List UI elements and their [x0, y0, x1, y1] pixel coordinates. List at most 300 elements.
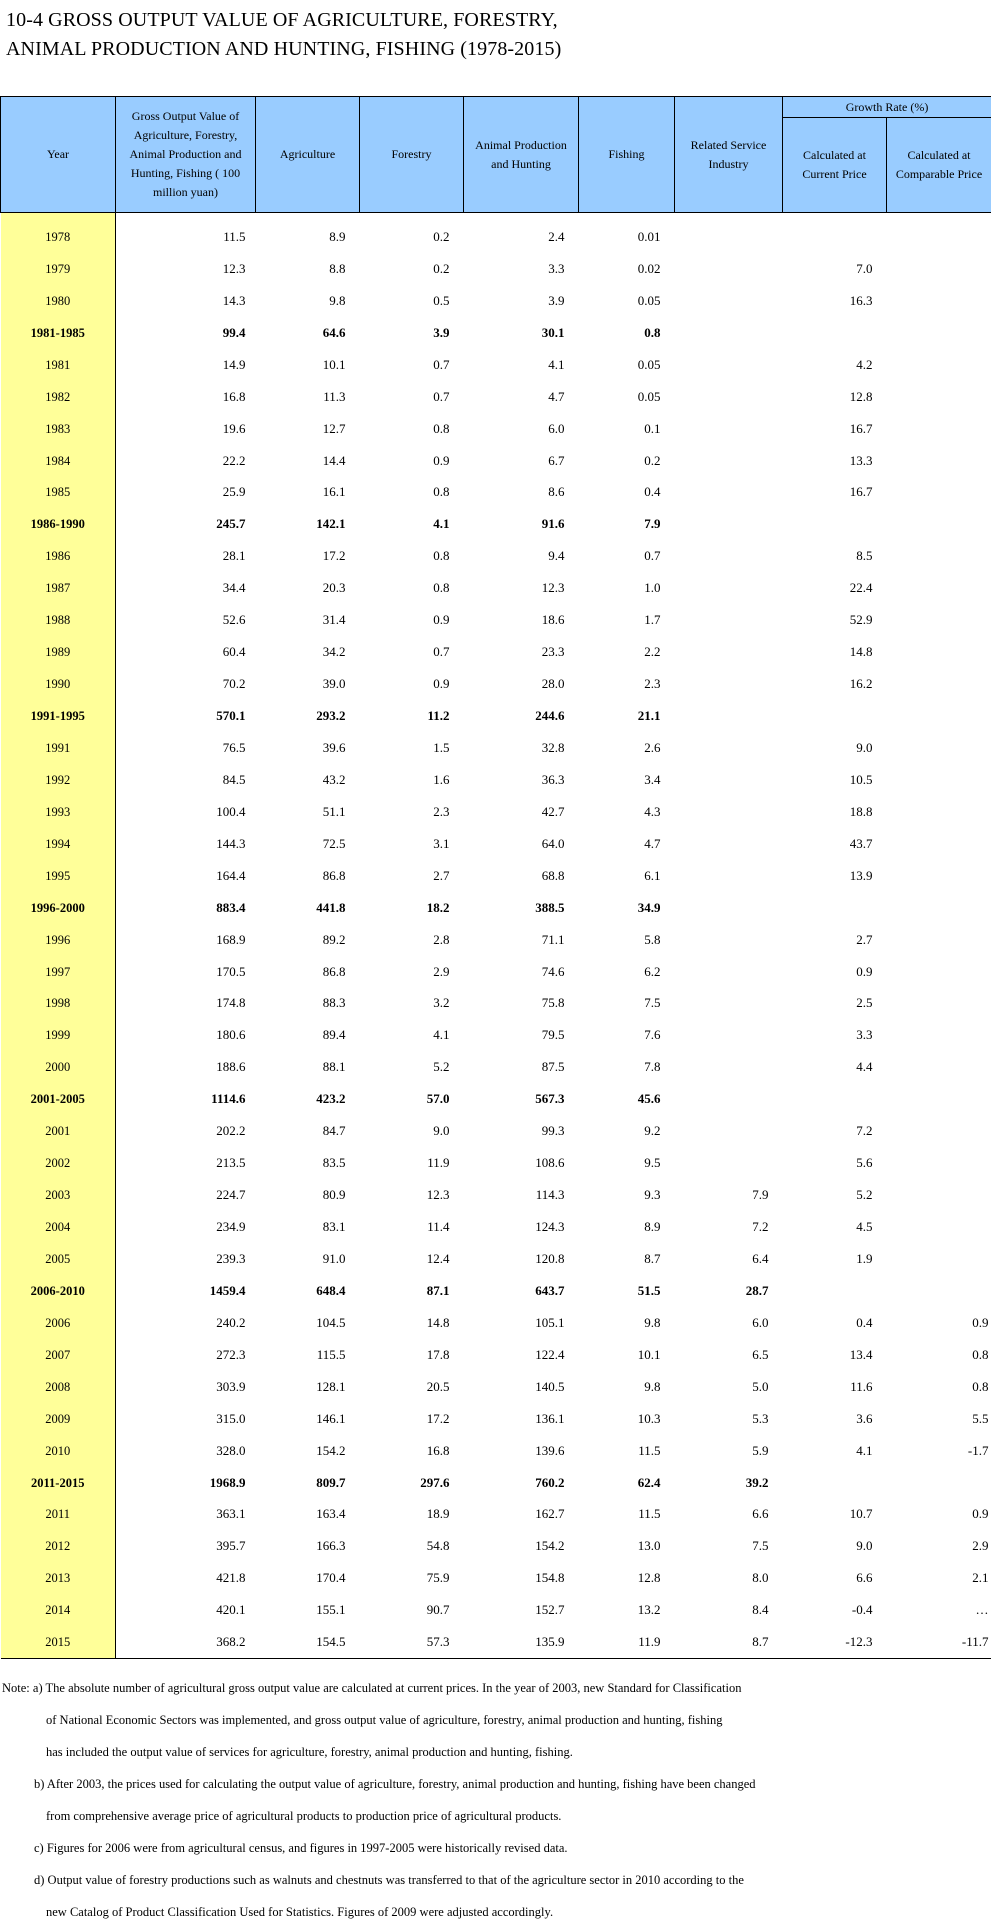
cell-growth-current: 13.3 [783, 445, 887, 477]
cell-gross-output: 34.4 [116, 572, 256, 604]
cell-gross-output: 224.7 [116, 1179, 256, 1211]
cell-agriculture: 84.7 [256, 1115, 360, 1147]
cell-agriculture: 10.1 [256, 349, 360, 381]
cell-agriculture: 39.6 [256, 732, 360, 764]
cell-related-service: 6.5 [675, 1339, 783, 1371]
cell-gross-output: 202.2 [116, 1115, 256, 1147]
cell-agriculture: 154.2 [256, 1435, 360, 1467]
cell-fishing: 9.2 [579, 1115, 675, 1147]
cell-animal-production: 36.3 [464, 764, 579, 796]
cell-agriculture: 163.4 [256, 1499, 360, 1531]
cell-fishing: 0.1 [579, 413, 675, 445]
cell-growth-comparable [887, 924, 991, 956]
cell-agriculture: 16.1 [256, 477, 360, 509]
note-a-line-1: Note: a) The absolute number of agricultural gross output value are calculated at current prices. In the year of 2003, new Standard for Classification [2, 1672, 987, 1704]
cell-growth-comparable: 0.9 [887, 1307, 991, 1339]
cell-year: 1991-1995 [1, 700, 116, 732]
cell-fishing: 0.05 [579, 285, 675, 317]
cell-year: 1999 [1, 1019, 116, 1051]
cell-agriculture: 441.8 [256, 892, 360, 924]
cell-animal-production: 3.3 [464, 253, 579, 285]
cell-year: 2007 [1, 1339, 116, 1371]
cell-animal-production: 152.7 [464, 1594, 579, 1626]
cell-related-service: 5.9 [675, 1435, 783, 1467]
cell-year: 2011-2015 [1, 1467, 116, 1499]
cell-animal-production: 162.7 [464, 1499, 579, 1531]
cell-agriculture: 11.3 [256, 381, 360, 413]
cell-year: 2012 [1, 1530, 116, 1562]
cell-year: 1993 [1, 796, 116, 828]
table-row [1, 381, 991, 413]
header-related-service: Related Service Industry [675, 97, 783, 213]
cell-gross-output: 60.4 [116, 636, 256, 668]
table-subtotal-row [1, 700, 991, 732]
table-row [1, 1371, 991, 1403]
table-row [1, 349, 991, 381]
cell-gross-output: 164.4 [116, 860, 256, 892]
table-subtotal-row [1, 892, 991, 924]
cell-gross-output: 272.3 [116, 1339, 256, 1371]
cell-forestry: 18.9 [360, 1499, 464, 1531]
cell-animal-production: 388.5 [464, 892, 579, 924]
cell-forestry: 0.9 [360, 445, 464, 477]
table-row [1, 732, 991, 764]
cell-growth-current: 7.2 [783, 1115, 887, 1147]
table-row [1, 636, 991, 668]
cell-growth-current: 18.8 [783, 796, 887, 828]
table-row [1, 1051, 991, 1083]
cell-agriculture: 154.5 [256, 1626, 360, 1658]
cell-growth-comparable: 0.9 [887, 1499, 991, 1531]
cell-agriculture: 146.1 [256, 1403, 360, 1435]
cell-animal-production: 154.8 [464, 1562, 579, 1594]
cell-related-service: 5.0 [675, 1371, 783, 1403]
cell-forestry: 12.4 [360, 1243, 464, 1275]
cell-growth-comparable [887, 828, 991, 860]
note-b-line-1: b) After 2003, the prices used for calculating the output value of agriculture, forestry, animal production and hunting, fishing have been changed [2, 1768, 987, 1800]
table-row [1, 860, 991, 892]
cell-forestry: 57.0 [360, 1083, 464, 1115]
table-row [1, 1626, 991, 1658]
cell-growth-comparable [887, 349, 991, 381]
cell-gross-output: 328.0 [116, 1435, 256, 1467]
cell-year: 2014 [1, 1594, 116, 1626]
cell-agriculture: 104.5 [256, 1307, 360, 1339]
cell-growth-comparable [887, 892, 991, 924]
note-b-line-2: from comprehensive average price of agricultural products to production price of agricultural products. [2, 1800, 987, 1832]
cell-forestry: 18.2 [360, 892, 464, 924]
page-title [6, 6, 561, 64]
cell-growth-current: 7.0 [783, 253, 887, 285]
cell-fishing: 1.0 [579, 572, 675, 604]
cell-forestry: 75.9 [360, 1562, 464, 1594]
cell-related-service: 7.9 [675, 1179, 783, 1211]
cell-fishing: 8.7 [579, 1243, 675, 1275]
cell-fishing: 6.2 [579, 956, 675, 988]
cell-gross-output: 14.9 [116, 349, 256, 381]
cell-related-service [675, 924, 783, 956]
cell-gross-output: 52.6 [116, 604, 256, 636]
cell-related-service [675, 668, 783, 700]
cell-animal-production: 108.6 [464, 1147, 579, 1179]
header-growth-rate: Growth Rate (%) [783, 97, 991, 118]
cell-agriculture: 166.3 [256, 1530, 360, 1562]
table-row [1, 1530, 991, 1562]
cell-gross-output: 1114.6 [116, 1083, 256, 1115]
cell-year: 1994 [1, 828, 116, 860]
cell-related-service [675, 508, 783, 540]
cell-animal-production: 42.7 [464, 796, 579, 828]
cell-animal-production: 4.1 [464, 349, 579, 381]
table-row [1, 253, 991, 285]
cell-growth-comparable [887, 1115, 991, 1147]
cell-year: 1981-1985 [1, 317, 116, 349]
cell-growth-current: 52.9 [783, 604, 887, 636]
cell-gross-output: 174.8 [116, 988, 256, 1020]
cell-growth-comparable [887, 700, 991, 732]
cell-fishing: 13.0 [579, 1530, 675, 1562]
cell-related-service [675, 636, 783, 668]
cell-year: 1987 [1, 572, 116, 604]
table-row [1, 540, 991, 572]
cell-growth-current: -0.4 [783, 1594, 887, 1626]
cell-related-service [675, 732, 783, 764]
cell-agriculture: 83.1 [256, 1211, 360, 1243]
cell-animal-production: 4.7 [464, 381, 579, 413]
cell-agriculture: 155.1 [256, 1594, 360, 1626]
cell-growth-current: 0.9 [783, 956, 887, 988]
cell-fishing: 6.1 [579, 860, 675, 892]
cell-growth-current [783, 1467, 887, 1499]
table-row [1, 1594, 991, 1626]
table-row [1, 1435, 991, 1467]
cell-growth-current: 13.9 [783, 860, 887, 892]
cell-forestry: 54.8 [360, 1530, 464, 1562]
cell-related-service [675, 860, 783, 892]
table-row [1, 988, 991, 1020]
cell-fishing: 0.8 [579, 317, 675, 349]
cell-growth-comparable [887, 1147, 991, 1179]
cell-related-service [675, 1115, 783, 1147]
output-value-table [0, 96, 991, 1659]
cell-forestry: 5.2 [360, 1051, 464, 1083]
cell-year: 2001 [1, 1115, 116, 1147]
cell-gross-output: 234.9 [116, 1211, 256, 1243]
cell-animal-production: 75.8 [464, 988, 579, 1020]
cell-fishing: 0.01 [579, 213, 675, 253]
cell-agriculture: 12.7 [256, 413, 360, 445]
cell-animal-production: 154.2 [464, 1530, 579, 1562]
cell-agriculture: 88.1 [256, 1051, 360, 1083]
cell-gross-output: 1968.9 [116, 1467, 256, 1499]
cell-related-service [675, 445, 783, 477]
notes [2, 1672, 987, 1928]
table-row [1, 796, 991, 828]
cell-year: 1986-1990 [1, 508, 116, 540]
cell-agriculture: 20.3 [256, 572, 360, 604]
cell-growth-current [783, 213, 887, 253]
cell-gross-output: 395.7 [116, 1530, 256, 1562]
cell-growth-comparable [887, 668, 991, 700]
cell-forestry: 0.8 [360, 477, 464, 509]
cell-year: 1986 [1, 540, 116, 572]
cell-fishing: 4.7 [579, 828, 675, 860]
cell-fishing: 34.9 [579, 892, 675, 924]
note-d-line-1: d) Output value of forestry productions such as walnuts and chestnuts was transferred to that of the agriculture sector in 2010 according to the [2, 1864, 987, 1896]
cell-year: 2013 [1, 1562, 116, 1594]
cell-year: 1995 [1, 860, 116, 892]
cell-growth-comparable [887, 1019, 991, 1051]
cell-related-service [675, 1147, 783, 1179]
cell-forestry: 0.7 [360, 349, 464, 381]
cell-growth-current: 9.0 [783, 732, 887, 764]
cell-growth-current: 13.4 [783, 1339, 887, 1371]
cell-related-service [675, 572, 783, 604]
cell-year: 2011 [1, 1499, 116, 1531]
cell-forestry: 0.9 [360, 668, 464, 700]
cell-related-service: 7.5 [675, 1530, 783, 1562]
cell-forestry: 0.9 [360, 604, 464, 636]
cell-animal-production: 122.4 [464, 1339, 579, 1371]
cell-related-service [675, 477, 783, 509]
cell-fishing: 12.8 [579, 1562, 675, 1594]
cell-gross-output: 100.4 [116, 796, 256, 828]
cell-animal-production: 2.4 [464, 213, 579, 253]
cell-animal-production: 140.5 [464, 1371, 579, 1403]
cell-agriculture: 51.1 [256, 796, 360, 828]
cell-agriculture: 43.2 [256, 764, 360, 796]
cell-gross-output: 421.8 [116, 1562, 256, 1594]
cell-gross-output: 84.5 [116, 764, 256, 796]
title-line-2: ANIMAL PRODUCTION AND HUNTING, FISHING (1978-2015) [6, 35, 561, 64]
cell-forestry: 0.7 [360, 636, 464, 668]
cell-growth-comparable [887, 317, 991, 349]
cell-animal-production: 23.3 [464, 636, 579, 668]
cell-year: 1991 [1, 732, 116, 764]
header-year: Year [1, 97, 116, 213]
cell-growth-comparable [887, 445, 991, 477]
cell-related-service [675, 253, 783, 285]
cell-fishing: 9.5 [579, 1147, 675, 1179]
cell-year: 2008 [1, 1371, 116, 1403]
cell-growth-comparable [887, 1275, 991, 1307]
cell-fishing: 2.3 [579, 668, 675, 700]
table-row [1, 1147, 991, 1179]
cell-gross-output: 363.1 [116, 1499, 256, 1531]
cell-year: 1979 [1, 253, 116, 285]
cell-growth-current: 4.2 [783, 349, 887, 381]
cell-year: 2010 [1, 1435, 116, 1467]
table-row [1, 668, 991, 700]
cell-growth-current: 10.7 [783, 1499, 887, 1531]
cell-related-service [675, 1051, 783, 1083]
cell-agriculture: 648.4 [256, 1275, 360, 1307]
cell-related-service [675, 413, 783, 445]
cell-forestry: 0.8 [360, 572, 464, 604]
cell-gross-output: 1459.4 [116, 1275, 256, 1307]
cell-growth-comparable [887, 988, 991, 1020]
table-row [1, 572, 991, 604]
cell-animal-production: 244.6 [464, 700, 579, 732]
cell-gross-output: 16.8 [116, 381, 256, 413]
cell-growth-current: 10.5 [783, 764, 887, 796]
cell-gross-output: 70.2 [116, 668, 256, 700]
cell-growth-current [783, 892, 887, 924]
cell-gross-output: 303.9 [116, 1371, 256, 1403]
cell-related-service [675, 956, 783, 988]
table-subtotal-row [1, 1467, 991, 1499]
cell-related-service [675, 381, 783, 413]
cell-year: 1992 [1, 764, 116, 796]
cell-fishing: 7.5 [579, 988, 675, 1020]
cell-agriculture: 809.7 [256, 1467, 360, 1499]
cell-growth-current: 5.6 [783, 1147, 887, 1179]
cell-growth-current [783, 1083, 887, 1115]
cell-year: 1978 [1, 213, 116, 253]
cell-animal-production: 87.5 [464, 1051, 579, 1083]
cell-agriculture: 39.0 [256, 668, 360, 700]
cell-growth-current: 16.2 [783, 668, 887, 700]
cell-gross-output: 144.3 [116, 828, 256, 860]
cell-growth-comparable: 2.9 [887, 1530, 991, 1562]
cell-forestry: 0.8 [360, 540, 464, 572]
cell-animal-production: 74.6 [464, 956, 579, 988]
cell-fishing: 7.6 [579, 1019, 675, 1051]
table-row [1, 828, 991, 860]
cell-growth-comparable [887, 1051, 991, 1083]
header-animal-production: Animal Production and Hunting [464, 97, 579, 213]
cell-year: 1985 [1, 477, 116, 509]
cell-related-service: 6.0 [675, 1307, 783, 1339]
cell-year: 2006-2010 [1, 1275, 116, 1307]
cell-fishing: 3.4 [579, 764, 675, 796]
cell-animal-production: 6.0 [464, 413, 579, 445]
cell-forestry: 1.6 [360, 764, 464, 796]
cell-year: 1996 [1, 924, 116, 956]
cell-forestry: 3.2 [360, 988, 464, 1020]
cell-year: 2000 [1, 1051, 116, 1083]
cell-growth-comparable [887, 796, 991, 828]
cell-forestry: 9.0 [360, 1115, 464, 1147]
cell-animal-production: 91.6 [464, 508, 579, 540]
table-row [1, 477, 991, 509]
cell-gross-output: 368.2 [116, 1626, 256, 1658]
table-row [1, 213, 991, 253]
table-subtotal-row [1, 508, 991, 540]
cell-related-service: 8.4 [675, 1594, 783, 1626]
cell-fishing: 13.2 [579, 1594, 675, 1626]
cell-fishing: 0.05 [579, 349, 675, 381]
cell-growth-comparable: 2.1 [887, 1562, 991, 1594]
cell-forestry: 2.8 [360, 924, 464, 956]
table-row [1, 413, 991, 445]
cell-growth-current: 4.5 [783, 1211, 887, 1243]
cell-growth-current: 5.2 [783, 1179, 887, 1211]
cell-forestry: 11.2 [360, 700, 464, 732]
cell-growth-comparable: 0.8 [887, 1339, 991, 1371]
cell-related-service [675, 317, 783, 349]
table-row [1, 1499, 991, 1531]
cell-year: 1997 [1, 956, 116, 988]
cell-growth-current: 11.6 [783, 1371, 887, 1403]
cell-fishing: 7.9 [579, 508, 675, 540]
cell-agriculture: 88.3 [256, 988, 360, 1020]
cell-animal-production: 643.7 [464, 1275, 579, 1307]
table-subtotal-row [1, 1275, 991, 1307]
cell-growth-current: 16.7 [783, 413, 887, 445]
cell-growth-comparable [887, 1083, 991, 1115]
cell-growth-comparable [887, 636, 991, 668]
cell-gross-output: 22.2 [116, 445, 256, 477]
cell-agriculture: 31.4 [256, 604, 360, 636]
cell-growth-comparable: -1.7 [887, 1435, 991, 1467]
cell-agriculture: 64.6 [256, 317, 360, 349]
cell-related-service: 5.3 [675, 1403, 783, 1435]
cell-growth-comparable [887, 381, 991, 413]
cell-fishing: 0.7 [579, 540, 675, 572]
cell-animal-production: 8.6 [464, 477, 579, 509]
cell-animal-production: 6.7 [464, 445, 579, 477]
table-subtotal-row [1, 317, 991, 349]
cell-gross-output: 168.9 [116, 924, 256, 956]
cell-forestry: 4.1 [360, 1019, 464, 1051]
cell-growth-current: 22.4 [783, 572, 887, 604]
cell-animal-production: 99.3 [464, 1115, 579, 1147]
cell-fishing: 4.3 [579, 796, 675, 828]
cell-related-service [675, 828, 783, 860]
cell-fishing: 0.2 [579, 445, 675, 477]
cell-animal-production: 9.4 [464, 540, 579, 572]
cell-related-service [675, 349, 783, 381]
cell-forestry: 20.5 [360, 1371, 464, 1403]
cell-fishing: 51.5 [579, 1275, 675, 1307]
cell-growth-current: 12.8 [783, 381, 887, 413]
cell-forestry: 0.5 [360, 285, 464, 317]
cell-animal-production: 114.3 [464, 1179, 579, 1211]
cell-related-service [675, 285, 783, 317]
header-comparable-price: Calculated at Comparable Price [887, 118, 991, 213]
cell-agriculture: 293.2 [256, 700, 360, 732]
cell-forestry: 2.3 [360, 796, 464, 828]
cell-fishing: 11.5 [579, 1499, 675, 1531]
cell-gross-output: 213.5 [116, 1147, 256, 1179]
cell-forestry: 87.1 [360, 1275, 464, 1307]
cell-gross-output: 170.5 [116, 956, 256, 988]
cell-year: 2009 [1, 1403, 116, 1435]
cell-related-service: 7.2 [675, 1211, 783, 1243]
cell-fishing: 21.1 [579, 700, 675, 732]
cell-growth-current: 16.7 [783, 477, 887, 509]
cell-year: 1998 [1, 988, 116, 1020]
cell-forestry: 1.5 [360, 732, 464, 764]
cell-animal-production: 567.3 [464, 1083, 579, 1115]
cell-fishing: 7.8 [579, 1051, 675, 1083]
table-row [1, 1562, 991, 1594]
cell-growth-current: 9.0 [783, 1530, 887, 1562]
note-a-line-3: has included the output value of services for agriculture, forestry, animal production and hunting, fishing. [2, 1736, 987, 1768]
cell-forestry: 0.2 [360, 213, 464, 253]
cell-forestry: 3.1 [360, 828, 464, 860]
table-row [1, 1339, 991, 1371]
cell-fishing: 62.4 [579, 1467, 675, 1499]
cell-animal-production: 30.1 [464, 317, 579, 349]
cell-gross-output: 570.1 [116, 700, 256, 732]
cell-fishing: 8.9 [579, 1211, 675, 1243]
cell-animal-production: 120.8 [464, 1243, 579, 1275]
cell-fishing: 45.6 [579, 1083, 675, 1115]
cell-related-service: 8.0 [675, 1562, 783, 1594]
cell-forestry: 2.9 [360, 956, 464, 988]
